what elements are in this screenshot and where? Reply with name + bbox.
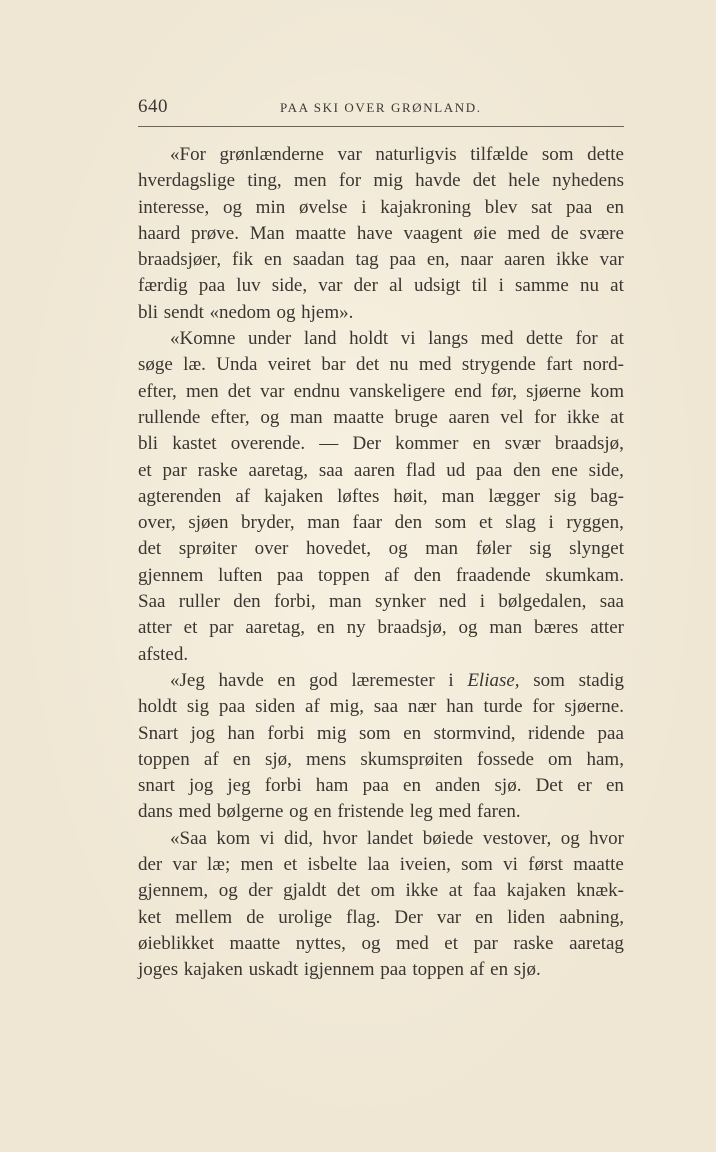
text-line: «Komne under land holdt vi langs med dette for at [170, 328, 624, 350]
header-rule [138, 126, 624, 127]
text-line: efter, men det var endnu vanskeligere end før, sjøerne kom [138, 380, 624, 402]
text-line: gjennem luften paa toppen af den fraadende skumkam. [138, 564, 624, 586]
text-line: «Saa kom vi did, hvor landet bøiede vestover, og hvor [170, 827, 624, 849]
text-line: over, sjøen bryder, man faar den som et slag i ryggen, [138, 512, 624, 534]
text-line: et par raske aaretag, saa aaren flad ud paa den ene side, [138, 459, 624, 481]
running-title: PAA SKI OVER GRØNLAND. [280, 100, 482, 115]
text-line: der var læ; men et isbelte laa iveien, som vi først maatte [138, 854, 624, 876]
text-line: rullende efter, og man maatte bruge aaren vel for ikke at [138, 406, 624, 428]
text-line: braadsjøer, fik en saadan tag paa en, naar aaren ikke var [138, 249, 624, 271]
text-line: dans med bølgerne og en fristende leg med faren. [138, 801, 521, 823]
text-line: hverdagslige ting, men for mig havde det hele nyhedens [138, 170, 624, 192]
text-line: «For grønlænderne var naturligvis tilfælde som dette [170, 144, 624, 165]
text-line: søge læ. Unda veiret bar det nu med strygende fart nord- [138, 354, 624, 376]
text-line: bli sendt «nedom og hjem». [138, 301, 354, 323]
text-line: afsted. [138, 643, 189, 665]
text-line: haard prøve. Man maatte have vaagent øie med de svære [138, 222, 624, 244]
text-line: det sprøiter over hovedet, og man føler sig slynget [138, 538, 624, 560]
page-number: 640 [138, 96, 168, 117]
text-line: snart jog jeg forbi ham paa en anden sjø. Det er en [138, 775, 624, 797]
running-head [138, 96, 624, 124]
text-line: øieblikket maatte nyttes, og med et par raske aaretag [138, 932, 624, 954]
text-line: ket mellem de urolige flag. Der var en liden aabning, [138, 906, 624, 928]
body-text [138, 142, 624, 984]
text-line: gjennem, og der gjaldt det om ikke at faa kajaken knæk- [138, 880, 624, 902]
text-line: toppen af en sjø, mens skumsprøiten fossede om ham, [138, 748, 624, 770]
text-line: agterenden af kajaken løftes høit, man lægger sig bag- [138, 485, 624, 507]
text-line: Snart jog han forbi mig som en stormvind, ridende paa [138, 722, 624, 744]
text-line: atter et par aaretag, en ny braadsjø, og man bæres atter [138, 617, 624, 639]
text-line: Saa ruller den forbi, man synker ned i bølgedalen, saa [138, 591, 624, 613]
text-line: «Jeg havde en god læremester i Eliase, som stadig [170, 669, 624, 691]
text-line: færdig paa luv side, var der al udsigt til i samme nu at [138, 275, 624, 297]
text-line: bli kastet overende. — Der kommer en svær braadsjø, [138, 433, 624, 455]
text-line: joges kajaken uskadt igjennem paa toppen af en sjø. [138, 959, 541, 981]
text-line: interesse, og min øvelse i kajakroning blev sat paa en [138, 196, 624, 218]
text-line: holdt sig paa siden af mig, saa nær han turde for sjøerne. [138, 696, 624, 718]
